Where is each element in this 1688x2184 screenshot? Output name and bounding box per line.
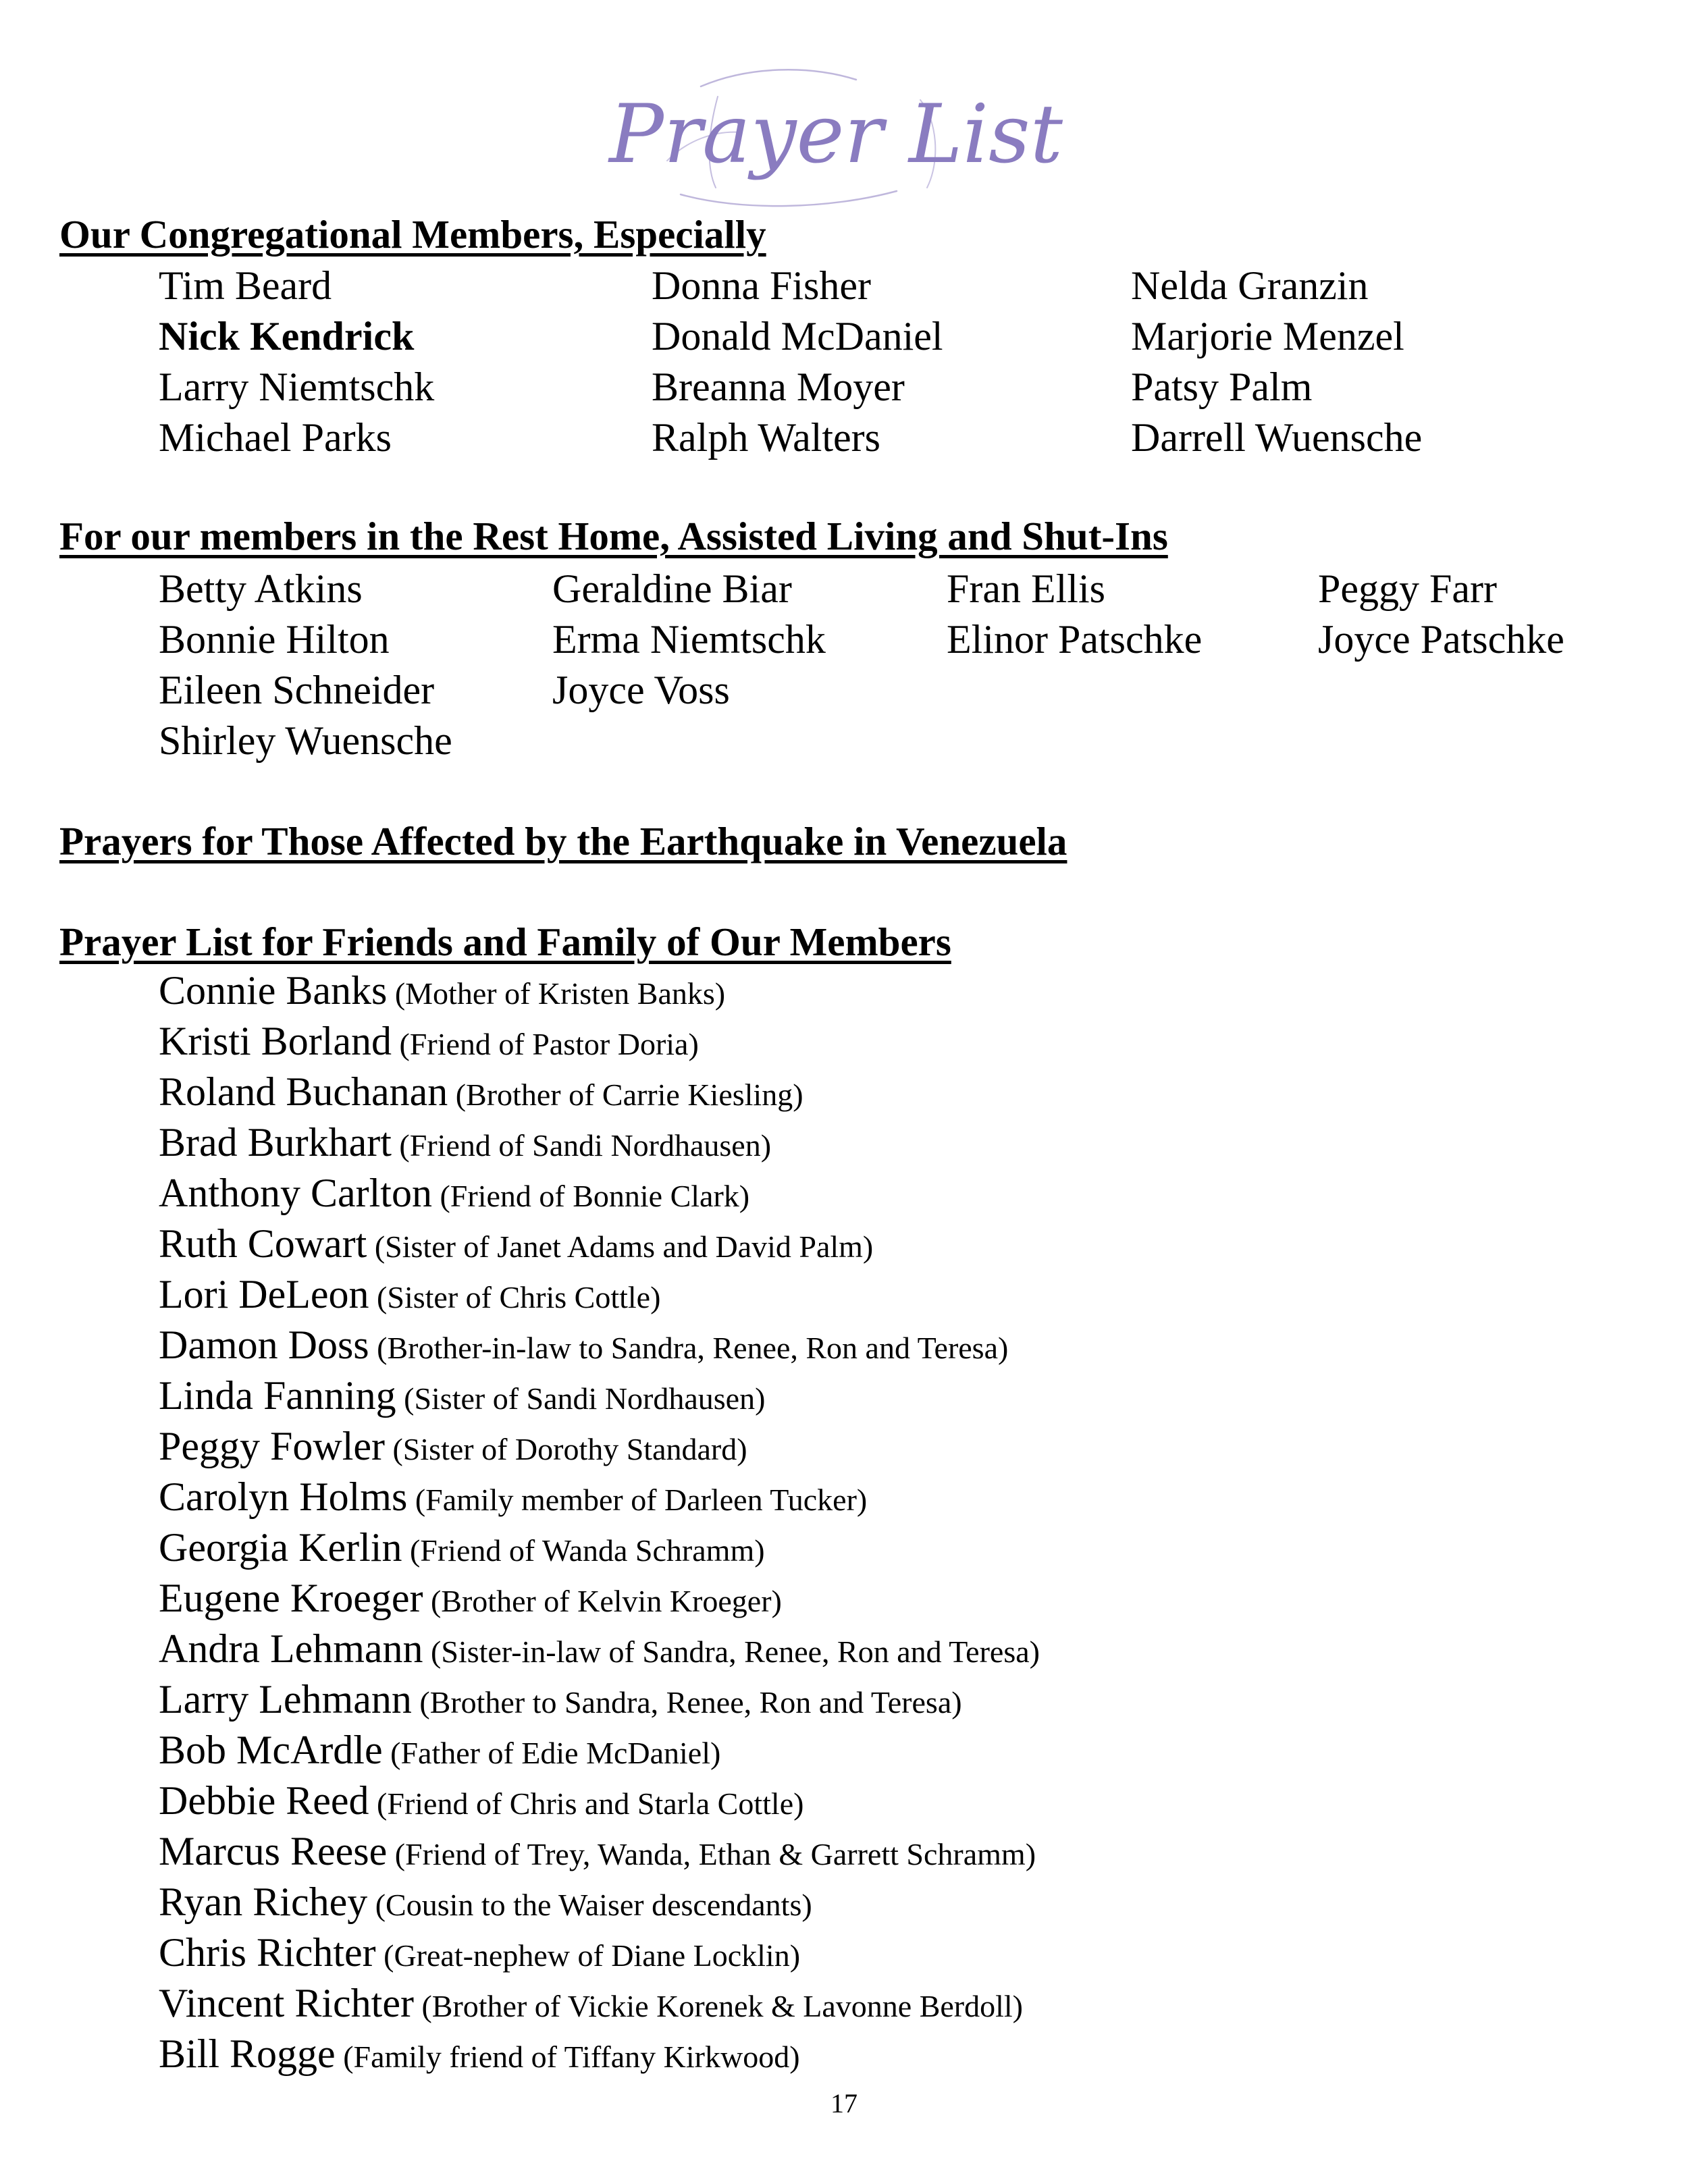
list-item [159, 1472, 1040, 1522]
relation-note: (Friend of Trey, Wanda, Ethan & Garrett Schramm) [387, 1837, 1036, 1871]
member-name: Bonnie Hilton [159, 617, 390, 662]
list-item [159, 1219, 1040, 1269]
list-item [159, 1016, 1040, 1067]
member-name: Elinor Patschke [947, 617, 1203, 662]
list-item [159, 1522, 1040, 1573]
relation-note: (Friend of Pastor Doria) [391, 1027, 699, 1061]
list-item [159, 2029, 1040, 2079]
relation-note: (Cousin to the Waiser descendants) [367, 1888, 812, 1922]
friends-family-list [159, 965, 1040, 2079]
relation-note: (Sister-in-law of Sandra, Renee, Ron and Teresa) [423, 1634, 1040, 1669]
person-name: Peggy Fowler [159, 1424, 385, 1468]
relation-note: (Brother of Vickie Korenek & Lavonne Berdoll) [413, 1989, 1023, 2023]
person-name: Ryan Richey [159, 1880, 368, 1924]
person-name: Ruth Cowart [159, 1221, 367, 1266]
member-name: Joyce Voss [552, 668, 730, 712]
relation-note: (Brother-in-law to Sandra, Renee, Ron and Teresa) [369, 1331, 1009, 1365]
list-item [159, 965, 1040, 1016]
member-name: Betty Atkins [159, 566, 363, 611]
member-name: Joyce Patschke [1318, 617, 1564, 662]
relation-note: (Friend of Sandi Nordhausen) [391, 1128, 772, 1163]
member-name: Erma Niemtschk [552, 617, 826, 662]
list-item [159, 1725, 1040, 1776]
earthquake-heading: Prayers for Those Affected by the Earthquake in Venezuela [59, 819, 1067, 863]
member-name: Shirley Wuensche [159, 718, 452, 763]
logo-lettering: Prayer List [609, 88, 1063, 182]
congregation-heading: Our Congregational Members, Especially [59, 212, 766, 257]
person-name: Chris Richter [159, 1930, 376, 1975]
person-name: Marcus Reese [159, 1829, 388, 1873]
list-item [159, 1927, 1040, 1978]
member-name: Michael Parks [159, 415, 392, 460]
relation-note: (Sister of Dorothy Standard) [384, 1432, 747, 1466]
person-name: Larry Lehmann [159, 1677, 412, 1722]
person-name: Carolyn Holms [159, 1474, 408, 1519]
person-name: Brad Burkhart [159, 1120, 392, 1165]
member-name: Ralph Walters [652, 415, 880, 460]
relation-note: (Brother to Sandra, Renee, Ron and Teresa) [411, 1685, 962, 1720]
person-name: Connie Banks [159, 968, 388, 1013]
list-item [159, 1573, 1040, 1624]
relation-note: (Sister of Janet Adams and David Palm) [367, 1229, 874, 1264]
relation-note: (Friend of Chris and Starla Cottle) [369, 1786, 804, 1821]
relation-note: (Mother of Kristen Banks) [387, 976, 726, 1011]
list-item [159, 1320, 1040, 1370]
person-name: Bill Rogge [159, 2031, 336, 2076]
person-name: Lori DeLeon [159, 1272, 369, 1316]
person-name: Bob McArdle [159, 1728, 383, 1772]
person-name: Kristi Borland [159, 1019, 392, 1063]
person-name: Eugene Kroeger [159, 1576, 423, 1620]
list-item [159, 1776, 1040, 1826]
member-name: Fran Ellis [947, 566, 1105, 611]
person-name: Debbie Reed [159, 1778, 369, 1823]
person-name: Georgia Kerlin [159, 1525, 402, 1570]
relation-note: (Friend of Bonnie Clark) [431, 1179, 750, 1213]
relation-note: (Sister of Chris Cottle) [369, 1280, 661, 1314]
prayer-list-logo [609, 59, 1063, 215]
person-name: Anthony Carlton [159, 1171, 432, 1215]
relation-note: (Great-nephew of Diane Locklin) [375, 1938, 801, 1973]
person-name: Roland Buchanan [159, 1069, 448, 1114]
member-name: Larry Niemtschk [159, 365, 435, 409]
person-name: Andra Lehmann [159, 1626, 423, 1671]
member-name: Peggy Farr [1318, 566, 1497, 611]
member-name: Geraldine Biar [552, 566, 792, 611]
list-item [159, 1370, 1040, 1421]
member-name: Tim Beard [159, 263, 332, 308]
relation-note: (Brother of Carrie Kiesling) [448, 1077, 803, 1112]
list-item [159, 1269, 1040, 1320]
relation-note: (Friend of Wanda Schramm) [402, 1533, 765, 1568]
member-name: Breanna Moyer [652, 365, 905, 409]
list-item [159, 1978, 1040, 2029]
page-number: 17 [830, 2088, 858, 2119]
person-name: Vincent Richter [159, 1981, 414, 2025]
list-item [159, 1624, 1040, 1674]
list-item [159, 1421, 1040, 1472]
relation-note: (Father of Edie McDaniel) [382, 1736, 721, 1770]
list-item [159, 1877, 1040, 1927]
rest-home-heading: For our members in the Rest Home, Assisted Living and Shut-Ins [59, 514, 1168, 558]
list-item [159, 1826, 1040, 1877]
relation-note: (Family member of Darleen Tucker) [407, 1483, 868, 1517]
list-item [159, 1168, 1040, 1219]
relation-note: (Family friend of Tiffany Kirkwood) [335, 2040, 800, 2074]
member-name: Nelda Granzin [1131, 263, 1369, 308]
list-item [159, 1067, 1040, 1117]
member-name: Nick Kendrick [159, 314, 415, 358]
member-name: Eileen Schneider [159, 668, 435, 712]
member-name: Marjorie Menzel [1131, 314, 1404, 358]
member-name: Darrell Wuensche [1131, 415, 1423, 460]
relation-note: (Sister of Sandi Nordhausen) [396, 1381, 766, 1416]
list-item [159, 1117, 1040, 1168]
list-item [159, 1674, 1040, 1725]
member-name: Donald McDaniel [652, 314, 943, 358]
relation-note: (Brother of Kelvin Kroeger) [423, 1584, 782, 1618]
person-name: Linda Fanning [159, 1373, 396, 1418]
person-name: Damon Doss [159, 1323, 369, 1367]
member-name: Patsy Palm [1131, 365, 1313, 409]
member-name: Donna Fisher [652, 263, 871, 308]
friends-family-heading: Prayer List for Friends and Family of Our Members [59, 920, 951, 964]
